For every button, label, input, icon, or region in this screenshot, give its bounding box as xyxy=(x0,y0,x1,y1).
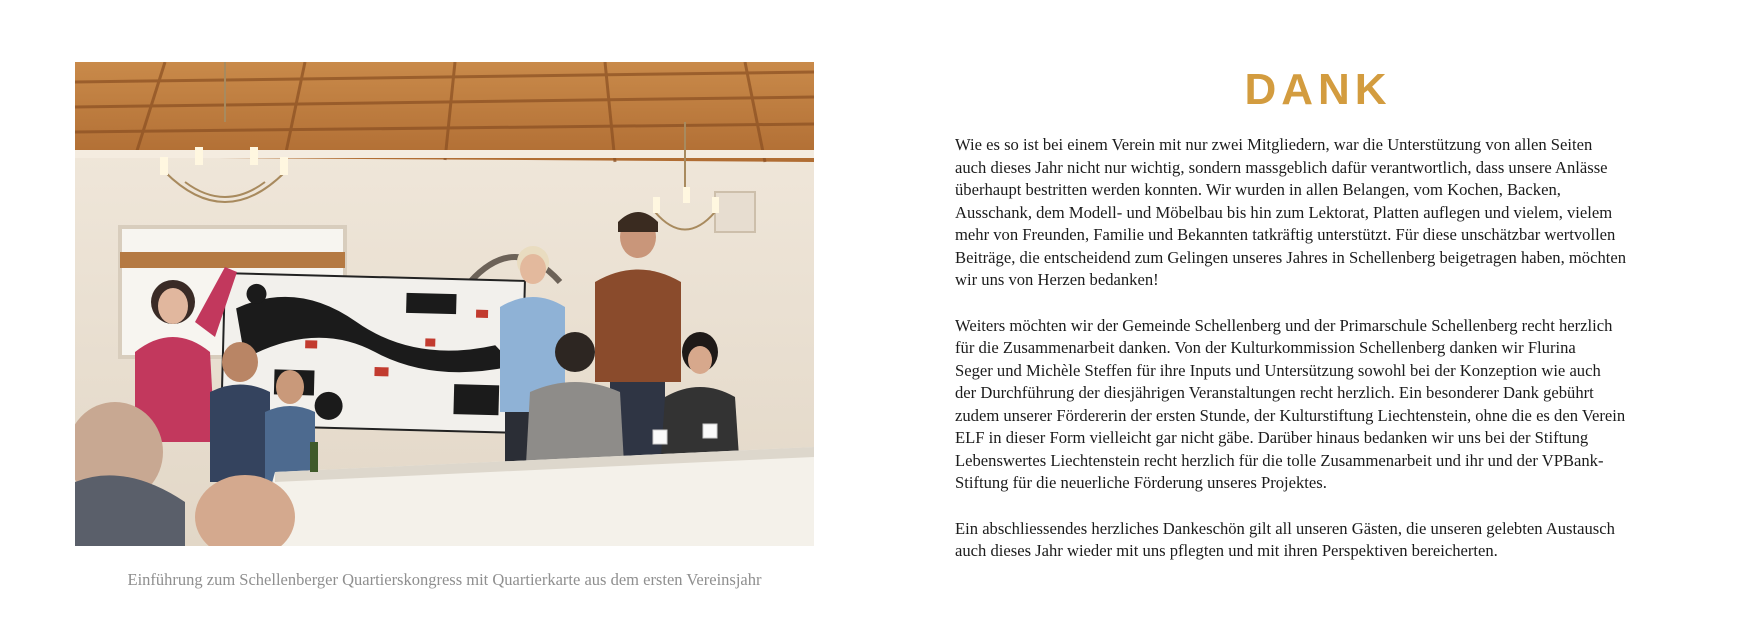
text-line: Wie es so ist bei einem Verein mit nur zwei Mitgliedern, war die Unterstützung von allen Seiten xyxy=(955,135,1593,154)
photo-caption: Einführung zum Schellenberger Quartierskongress mit Quartierkarte aus dem ersten Vereinsjahr xyxy=(127,570,762,589)
text-line: Weiters möchten wir der Gemeinde Schellenberg und der Primarschule Schellenberg recht herzlich xyxy=(955,315,1613,335)
section-heading: DANK xyxy=(1244,65,1392,114)
text-line: der Durchführung der diesjährigen Veranstaltungen recht herzlich. Ein besonderer Dank gebührt xyxy=(955,383,1594,402)
body-text xyxy=(955,134,1681,586)
text-line: wir uns von Herzen bedanken! xyxy=(955,270,1159,289)
paragraph-3 xyxy=(955,518,1681,563)
text-line: Lebenswertes Liechtenstein recht herzlich für die tolle Zusammenarbeit und ihr und der VPBank- xyxy=(955,450,1604,470)
text-line: mehr von Freunden, Familie und Bekannten tatkräftig unterstützt. Für diese unschätzbar wertvollen xyxy=(955,225,1616,244)
paragraph-1 xyxy=(955,134,1681,292)
text-line: zudem unserer Fördererin der ersten Stunde, der Kulturstiftung Liechtenstein, ohne die es den Verein xyxy=(955,405,1626,425)
text-line: Ausschank, dem Modell- und Möbelbau bis hin zum Lektorat, Platten auflegen und vielem, vielem xyxy=(955,202,1613,222)
text-line: Ein abschliessendes herzliches Dankeschön gilt all unseren Gästen, die unseren gelebten Austausch xyxy=(955,518,1615,538)
text-line: Stiftung für die neuerliche Förderung unseres Projektes. xyxy=(955,473,1327,492)
event-photo xyxy=(75,62,814,546)
text-line: überhaupt bestritten werden konnten. Wir wurden in allen Belangen, vom Kochen, Backen, xyxy=(955,180,1561,199)
text-line: auch dieses Jahr wieder mit uns pflegten und mit ihren Perspektiven bereicherten. xyxy=(955,541,1498,560)
paragraph-2 xyxy=(955,315,1681,495)
text-line: ELF in dieser Form vielleicht gar nicht gäbe. Darüber hinaus bedanken wir uns bei der Stiftung xyxy=(955,428,1589,447)
text-line: Seger und Michèle Steffen für ihre Inputs und Untersützung sowohl bei der Konzeption wie auch xyxy=(955,360,1601,380)
text-line: auch dieses Jahr nicht nur wichtig, sondern massgeblich dafür verantwortlich, dass unsere Anlässe xyxy=(955,157,1608,177)
text-line: für die Zusammenarbeit danken. Von der Kulturkommission Schellenberg danken wir Flurina xyxy=(955,338,1576,357)
text-line: Beiträge, die entscheidend zum Gelingen unseres Jahres in Schellenberg beigetragen haben, möchten xyxy=(955,247,1627,267)
